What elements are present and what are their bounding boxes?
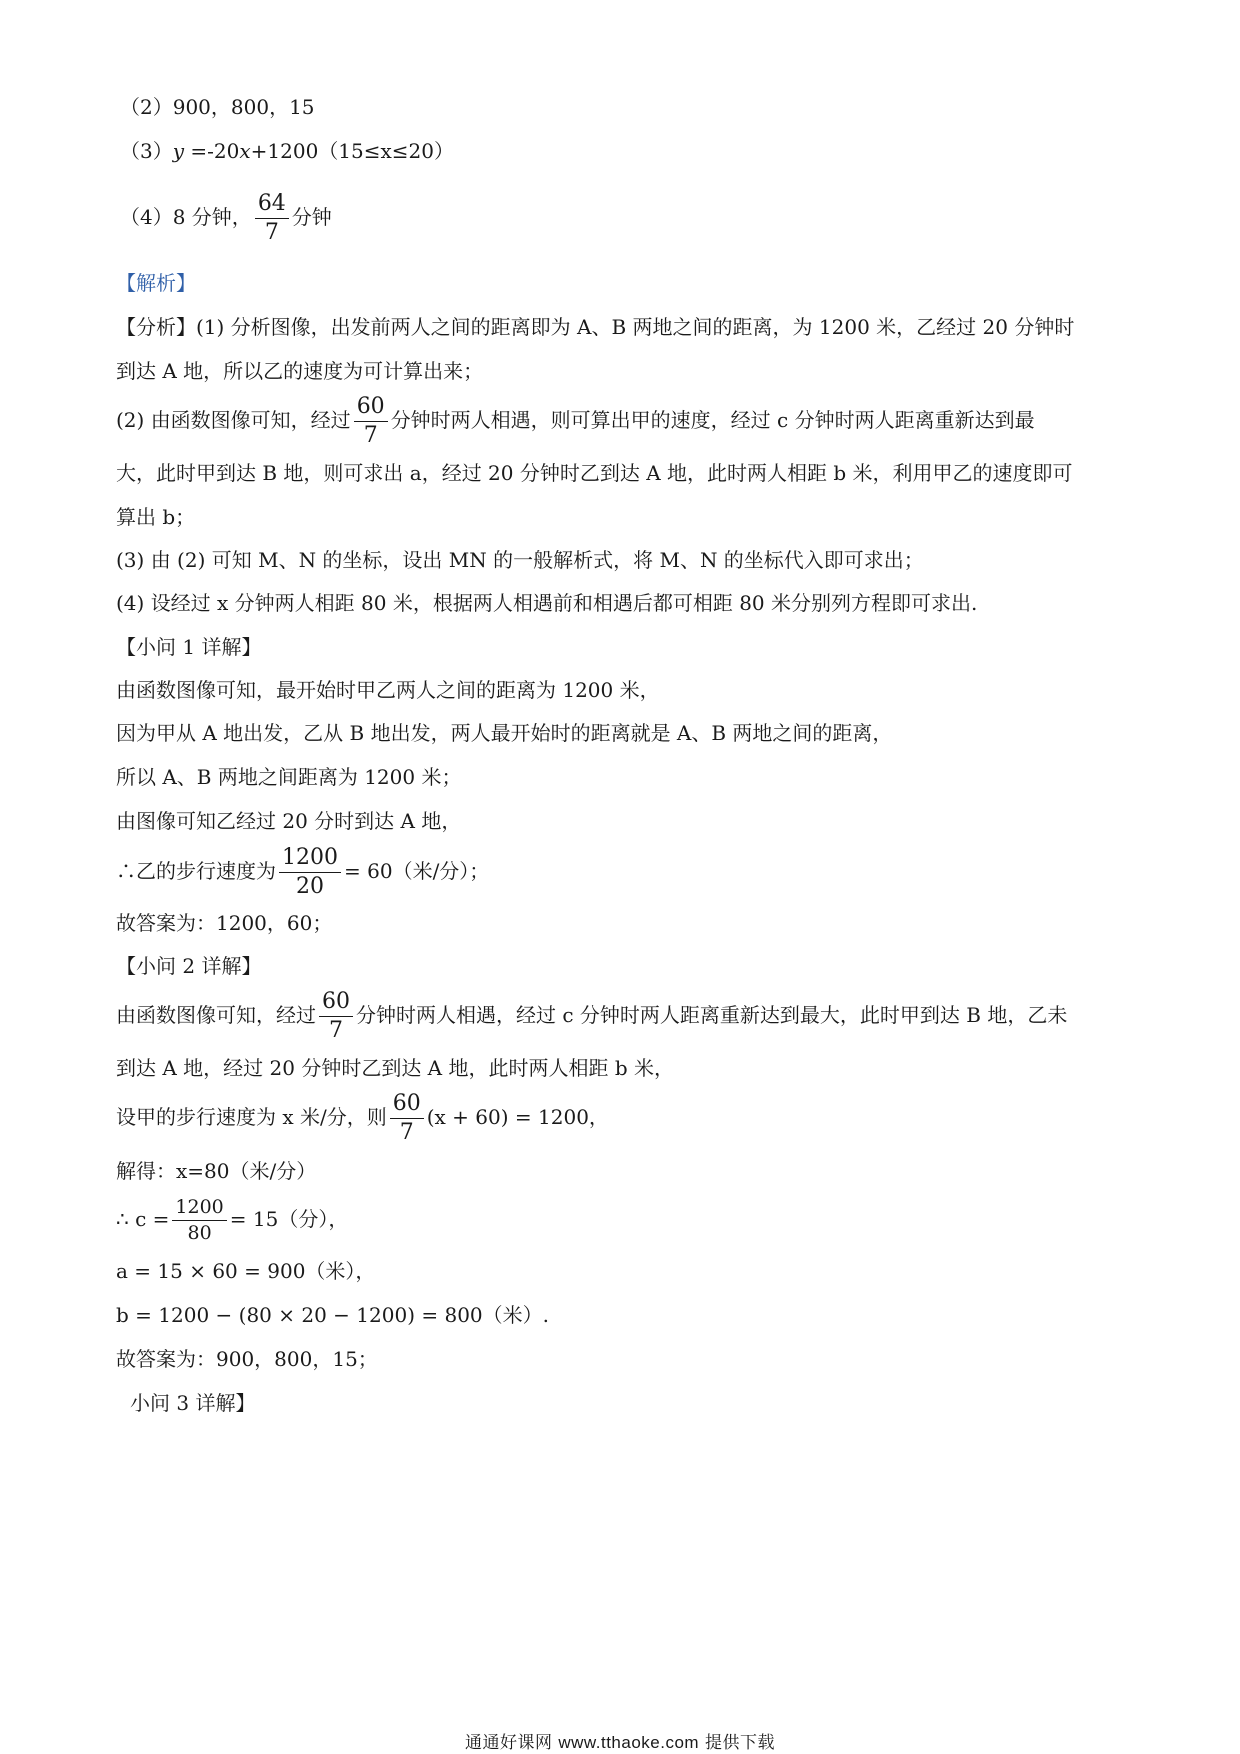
q1-line4: 由图像可知乙经过 20 分时到达 A 地， <box>116 809 462 833</box>
q2-line7: b = 1200 − (80 × 20 − 1200) = 800（米）. <box>116 1303 549 1327</box>
q2-line5 <box>116 1196 1140 1243</box>
q2-c-numerator: 1200 <box>172 1198 226 1221</box>
q2-line3 <box>116 1092 1140 1144</box>
analysis-2-fraction <box>354 396 388 447</box>
answer-4-numerator: 64 <box>255 193 289 219</box>
q2-line6: a = 15 × 60 = 900（米）， <box>116 1259 376 1283</box>
answer-3-prefix: （3） <box>120 139 173 163</box>
jiexi-label: 【解析】 <box>116 271 196 295</box>
analysis-2-suffix: 分钟时两人相遇，则可算出甲的速度，经过 c 分钟时两人距离重新达到最 <box>390 408 1035 432</box>
q1-line5-prefix: ∴乙的步行速度为 <box>116 859 276 883</box>
q1-answer: 故答案为：1200，60； <box>116 911 333 935</box>
analysis-2-denominator: 7 <box>363 423 378 448</box>
q2-line1-fraction <box>319 991 353 1042</box>
analysis-1-line2: 到达 A 地，所以乙的速度为可计算出来； <box>116 359 484 383</box>
analysis-3: (3) 由 (2) 可知 M、N 的坐标，设出 MN 的一般解析式，将 M、N 的坐标代入即可求出； <box>116 548 924 572</box>
q2-line3-denominator: 7 <box>399 1120 414 1145</box>
q2-c-fraction <box>172 1198 226 1243</box>
q1-heading: 【小问 1 详解】 <box>116 635 262 659</box>
footer-suffix: 提供下载 <box>705 1733 776 1753</box>
analysis-2-line1 <box>116 395 1140 447</box>
answer-3-rest: +1200（15≤x≤20） <box>250 139 455 163</box>
answer-3-x: x <box>239 139 251 163</box>
analysis-2-line3: 算出 b； <box>116 505 196 529</box>
answer-3-var: y <box>172 139 185 163</box>
footer-site: 通通好课网 <box>464 1733 553 1753</box>
q3-heading: 小问 3 详解】 <box>130 1391 256 1415</box>
q2-line4: 解得：x=80（米/分） <box>116 1159 317 1183</box>
q1-line3: 所以 A、B 两地之间距离为 1200 米； <box>116 765 462 789</box>
answer-4-fraction <box>255 193 289 244</box>
q2-line3-numerator: 60 <box>390 1093 424 1119</box>
q1-line5-suffix: = 60（米/分）； <box>344 859 490 883</box>
q2-answer: 故答案为：900，800，15； <box>116 1347 378 1371</box>
analysis-2-numerator: 60 <box>354 396 388 422</box>
answer-4-denominator: 7 <box>264 220 279 245</box>
q1-speed-fraction <box>279 847 341 898</box>
analysis-2-prefix: (2) 由函数图像可知，经过 <box>116 408 351 432</box>
q2-line5-prefix: ∴ c = <box>116 1207 170 1231</box>
q2-line1 <box>116 990 1140 1042</box>
q2-line2: 到达 A 地，经过 20 分钟时乙到达 A 地，此时两人相距 b 米， <box>116 1056 674 1080</box>
answer-4 <box>120 190 1140 244</box>
q2-line3-prefix: 设甲的步行速度为 x 米/分，则 <box>116 1105 387 1129</box>
q2-line3-fraction <box>390 1093 424 1144</box>
q2-line1-denominator: 7 <box>329 1018 343 1043</box>
q1-speed-denominator: 20 <box>296 874 324 899</box>
footer-url[interactable]: www.tthaoke.com <box>558 1733 700 1752</box>
q2-heading: 【小问 2 详解】 <box>116 954 262 978</box>
q2-line1-suffix: 分钟时两人相遇，经过 c 分钟时两人距离重新达到最大，此时甲到达 B 地，乙未 <box>356 1003 1068 1027</box>
q2-line5-suffix: = 15（分）， <box>229 1207 349 1231</box>
analysis-1-line1: 【分析】(1) 分析图像，出发前两人之间的距离即为 A、B 两地之间的距离，为 1200 米，乙经过 20 分钟时 <box>116 315 1075 339</box>
answer-3 <box>120 138 1140 164</box>
analysis-4: (4) 设经过 x 分钟两人相距 80 米，根据两人相遇前和相遇后都可相距 80 米分别列方程即可求出. <box>116 591 978 615</box>
answer-4-prefix: （4）8 分钟， <box>120 205 252 229</box>
q1-line2: 因为甲从 A 地出发，乙从 B 地出发，两人最开始时的距离就是 A、B 两地之间的距离， <box>116 721 893 745</box>
q2-line1-prefix: 由函数图像可知，经过 <box>116 1003 316 1027</box>
answer-4-suffix: 分钟 <box>291 205 332 229</box>
q2-line3-suffix: (x + 60) = 1200， <box>426 1105 609 1129</box>
q2-line1-numerator: 60 <box>319 991 353 1017</box>
page-footer <box>0 1728 1240 1753</box>
q1-line5 <box>116 846 1140 898</box>
q1-line1: 由函数图像可知，最开始时甲乙两人之间的距离为 1200 米， <box>116 678 660 702</box>
q1-speed-numerator: 1200 <box>279 847 341 873</box>
answer-3-expr: =-20 <box>184 139 240 163</box>
q2-c-denominator: 80 <box>187 1222 212 1244</box>
answer-2: （2）900，800，15 <box>120 95 315 119</box>
analysis-2-line2: 大，此时甲到达 B 地，则可求出 a，经过 20 分钟时乙到达 A 地，此时两人相距 b 米，利用甲乙的速度即可 <box>116 461 1073 485</box>
